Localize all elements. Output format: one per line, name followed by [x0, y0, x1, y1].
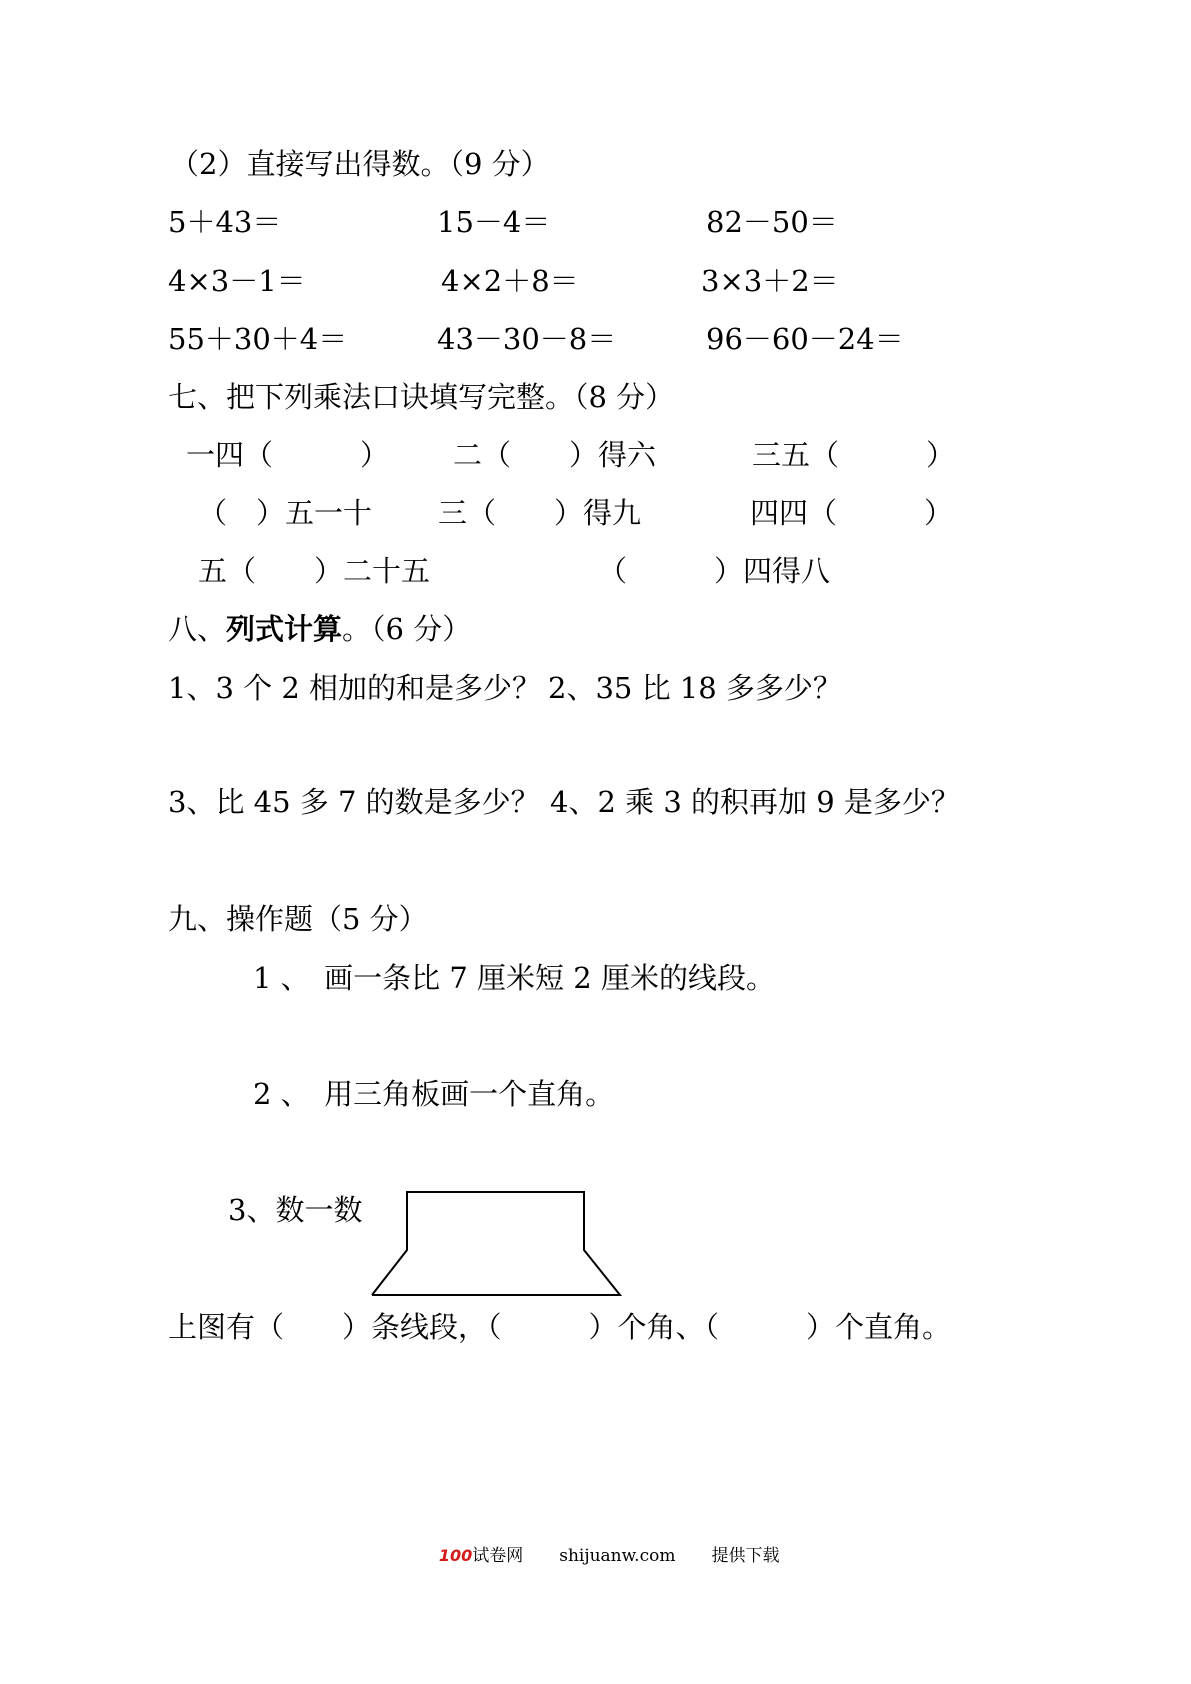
- operation-item-2: 2 、 用三角板画一个直角。: [253, 1077, 615, 1111]
- fill-2-3: 四四（ ）: [750, 496, 954, 530]
- fill-1-1: 一四（ ）: [186, 438, 390, 472]
- calc-2-2: 4×2＋8＝: [441, 264, 579, 298]
- fill-1-2: 二（ ）得六: [453, 438, 657, 472]
- trapezoid-lines: [372, 1192, 620, 1295]
- question-4: 4、2 乘 3 的积再加 9 是多少？: [550, 785, 960, 819]
- question-3: 3、比 45 多 7 的数是多少？: [168, 785, 540, 819]
- site-logo: 100: [438, 1546, 473, 1565]
- section8-heading-suffix: 。（6 分）: [342, 612, 472, 646]
- fill-3-2: （ ）四得八: [598, 554, 831, 588]
- question-2: 2、35 比 18 多多少？: [548, 671, 842, 705]
- fill-2-1: （ ）五一十: [198, 496, 373, 530]
- footer-tagline: 提供下载: [711, 1546, 780, 1566]
- operation-item-1: 1 、 画一条比 7 厘米短 2 厘米的线段。: [253, 961, 775, 995]
- section8-heading-bold: 列式计算: [226, 612, 343, 646]
- calc-1-1: 5＋43＝: [168, 205, 282, 239]
- section7-heading: 七、把下列乘法口诀填写完整。（8 分）: [168, 380, 675, 414]
- question-1: 1、3 个 2 相加的和是多少？: [168, 671, 542, 705]
- operation-item-3: 3、数一数: [228, 1193, 363, 1227]
- fill-3-1: 五（ ）二十五: [198, 554, 431, 588]
- calc-3-1: 55＋30＋4＝: [168, 322, 348, 356]
- section6-heading: （2）直接写出得数。（9 分）: [170, 147, 550, 181]
- footer: [428, 1520, 779, 1568]
- fill-1-3: 三五（ ）: [752, 438, 956, 472]
- section8-heading: [168, 611, 471, 647]
- fill-2-2: 三（ ）得九: [438, 496, 642, 530]
- calc-1-2: 15－4＝: [437, 205, 551, 239]
- trapezoid-shape: [368, 1188, 624, 1300]
- calc-2-1: 4×3－1＝: [168, 264, 306, 298]
- site-name: 试卷网: [472, 1546, 524, 1566]
- figure-answer-line: 上图有（ ）条线段，（ ）个角、（ ）个直角。: [168, 1310, 952, 1344]
- calc-1-3: 82－50＝: [706, 205, 838, 239]
- calc-2-3: 3×3＋2＝: [701, 264, 839, 298]
- site-url[interactable]: shijuanw.com: [559, 1546, 676, 1566]
- calc-3-2: 43－30－8＝: [437, 322, 617, 356]
- section8-heading-prefix: 八、: [168, 612, 227, 646]
- section9-heading: 九、操作题（5 分）: [168, 902, 428, 936]
- calc-3-3: 96－60－24＝: [706, 322, 904, 356]
